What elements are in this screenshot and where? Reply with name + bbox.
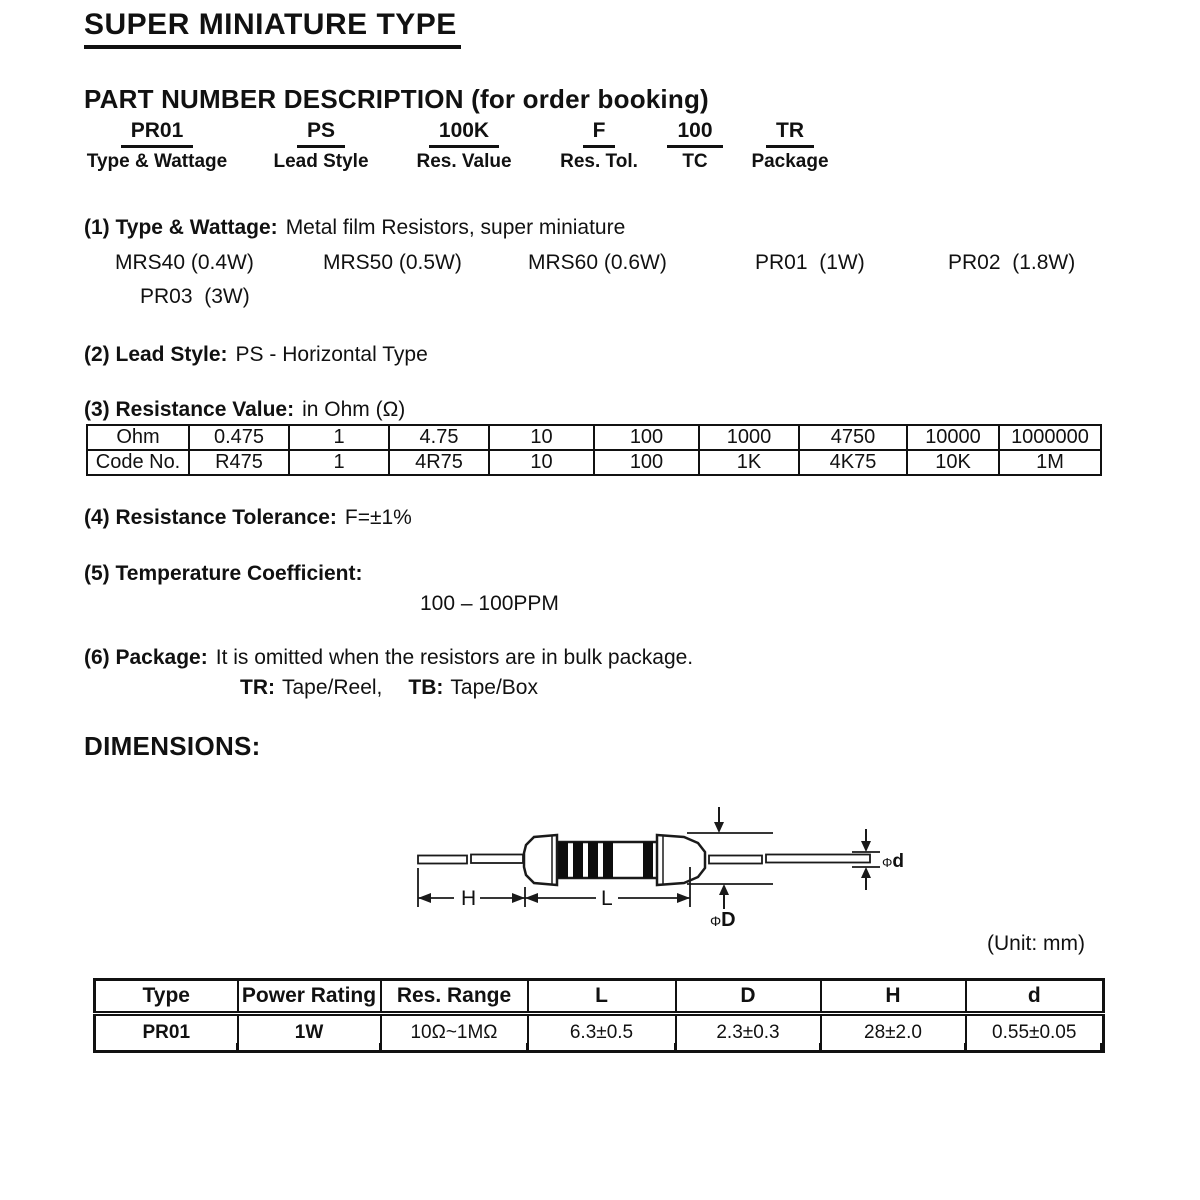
column-header: Power Rating	[238, 980, 381, 1014]
table-cell: R475	[189, 450, 289, 475]
section-heading: (2) Lead Style:	[84, 343, 228, 366]
arrow-down-icon	[861, 841, 871, 852]
table-header-row	[95, 980, 1104, 1014]
arrowhead-left-icon	[418, 893, 431, 903]
unit-note: (Unit: mm)	[987, 932, 1085, 955]
section-heading: (3) Resistance Value:	[84, 398, 295, 421]
resistor-band	[603, 842, 613, 878]
dimension-D	[710, 807, 736, 930]
column-header: D	[676, 980, 821, 1014]
column-header: H	[821, 980, 966, 1014]
type-item: PR01 (1W)	[755, 251, 865, 274]
table-cell: 1K	[699, 450, 799, 475]
type-item: MRS50 (0.5W)	[323, 251, 462, 274]
resistor-band	[588, 842, 598, 878]
part-number-segment-package	[715, 119, 865, 173]
cutoff-row-stub	[674, 1043, 676, 1051]
cutoff-row-stub	[819, 1043, 821, 1051]
part-number-heading: PART NUMBER DESCRIPTION (for order booking)	[84, 84, 709, 114]
column-header: Res. Range	[381, 980, 528, 1014]
temp-coeff-value: 100 – 100PPM	[420, 592, 559, 615]
part-code: PS	[297, 119, 345, 148]
column-header: Type	[95, 980, 238, 1014]
cutoff-row-stub	[526, 1043, 528, 1051]
arrow-down-icon	[714, 822, 724, 833]
cutoff-row-stub	[93, 1043, 95, 1051]
dimensions-heading: DIMENSIONS:	[84, 731, 261, 761]
resistor-band	[573, 842, 583, 878]
package-tb-value: Tape/Box	[450, 676, 538, 699]
part-code: 100K	[429, 119, 499, 148]
lead-wire-right	[709, 855, 870, 864]
cutoff-row-stub	[1100, 1043, 1102, 1051]
table-cell: 10	[489, 450, 594, 475]
column-header: d	[966, 980, 1104, 1014]
table-cell: 0.475	[189, 425, 289, 450]
table-cell: 1M	[999, 450, 1101, 475]
section-heading: (4) Resistance Tolerance:	[84, 506, 337, 529]
type-item: PR03 (3W)	[140, 285, 250, 308]
row-header: Code No.	[87, 450, 189, 475]
section-heading: (1) Type & Wattage:	[84, 216, 278, 239]
part-code: 100	[667, 119, 722, 148]
arrow-up-icon	[719, 884, 729, 895]
package-options	[240, 676, 538, 700]
dimensions-table	[93, 978, 1105, 1053]
section-text: It is omitted when the resistors are in bulk package.	[215, 646, 694, 669]
table-cell: 4K75	[799, 450, 907, 475]
column-header: L	[528, 980, 676, 1014]
resistor-cap-right	[657, 835, 705, 885]
table-cell: 100	[594, 425, 699, 450]
part-code-label: Type & Wattage	[86, 151, 228, 172]
section-text: Metal film Resistors, super miniature	[285, 216, 626, 239]
table-cell: 10	[489, 425, 594, 450]
part-number-segment-lead	[246, 119, 396, 173]
section-type-wattage	[84, 216, 625, 240]
type-item: PR02 (1.8W)	[948, 251, 1076, 274]
dimension-L-label: L	[601, 887, 613, 910]
phi-symbol: Φ	[882, 855, 893, 870]
table-cell: 10000	[907, 425, 999, 450]
package-tr-value: Tape/Reel,	[282, 676, 383, 699]
table-row-ohm	[87, 425, 1101, 450]
table-cell: 1	[289, 425, 389, 450]
table-cell-type: PR01	[95, 1014, 238, 1052]
part-code: F	[583, 119, 616, 148]
table-cell: 10K	[907, 450, 999, 475]
resistor-band	[643, 842, 653, 878]
table-cell-d: 0.55±0.05	[966, 1014, 1104, 1052]
cutoff-row-stub	[964, 1043, 966, 1051]
resistor-dimension-diagram	[400, 795, 920, 930]
section-tolerance	[84, 506, 412, 530]
table-cell-power: 1W	[238, 1014, 381, 1052]
section-heading: (5) Temperature Coefficient:	[84, 562, 363, 585]
part-code: PR01	[121, 119, 194, 148]
table-row	[95, 1014, 1104, 1052]
section-text: in Ohm (Ω)	[302, 398, 406, 421]
table-cell-res-range: 10Ω~1MΩ	[381, 1014, 528, 1052]
table-cell-H: 28±2.0	[821, 1014, 966, 1052]
section-lead-style	[84, 343, 428, 367]
package-tb-label: TB:	[408, 676, 444, 699]
dimension-d-label: Φd	[882, 851, 904, 872]
table-cell-L: 6.3±0.5	[528, 1014, 676, 1052]
part-number-segment-resvalue	[389, 119, 539, 173]
part-code-label: Res. Value	[416, 151, 512, 172]
section-heading: (6) Package:	[84, 646, 208, 669]
type-item: MRS60 (0.6W)	[528, 251, 667, 274]
resistance-code-table	[86, 424, 1102, 476]
section-resistance-value	[84, 398, 405, 422]
section-temp-coeff	[84, 562, 363, 586]
lead-wire-left	[418, 855, 523, 864]
table-cell: 1000000	[999, 425, 1101, 450]
part-code: TR	[766, 119, 814, 148]
section-package	[84, 646, 693, 670]
section-text: PS - Horizontal Type	[235, 343, 428, 366]
part-code-label: Res. Tol.	[560, 151, 638, 172]
part-code-label: Package	[751, 151, 829, 172]
cutoff-row-stub	[379, 1043, 381, 1051]
cutoff-row-stub	[236, 1043, 238, 1051]
page-title: SUPER MINIATURE TYPE	[84, 8, 461, 49]
table-cell: 4750	[799, 425, 907, 450]
arrow-up-icon	[861, 867, 871, 878]
phi-symbol: Φ	[710, 913, 722, 929]
table-cell: 100	[594, 450, 699, 475]
package-tr-label: TR:	[240, 676, 275, 699]
dimension-H-label: H	[461, 887, 477, 910]
section-text: F=±1%	[344, 506, 412, 529]
table-cell: 1	[289, 450, 389, 475]
table-cell-D: 2.3±0.3	[676, 1014, 821, 1052]
part-code-label: Lead Style	[273, 151, 369, 172]
dimension-L	[525, 887, 690, 910]
arrowhead-left-icon	[525, 893, 538, 903]
part-code-label: TC	[682, 151, 708, 172]
arrowhead-right-icon	[512, 893, 525, 903]
table-cell: 1000	[699, 425, 799, 450]
resistor-band	[558, 842, 568, 878]
part-number-segment-type	[62, 119, 252, 173]
table-cell: 4R75	[389, 450, 489, 475]
arrowhead-right-icon	[677, 893, 690, 903]
dimension-H	[418, 887, 525, 910]
table-row-code	[87, 450, 1101, 475]
table-cell: 4.75	[389, 425, 489, 450]
dimension-D-label: ΦD	[710, 909, 736, 930]
row-header: Ohm	[87, 425, 189, 450]
type-item: MRS40 (0.4W)	[115, 251, 254, 274]
